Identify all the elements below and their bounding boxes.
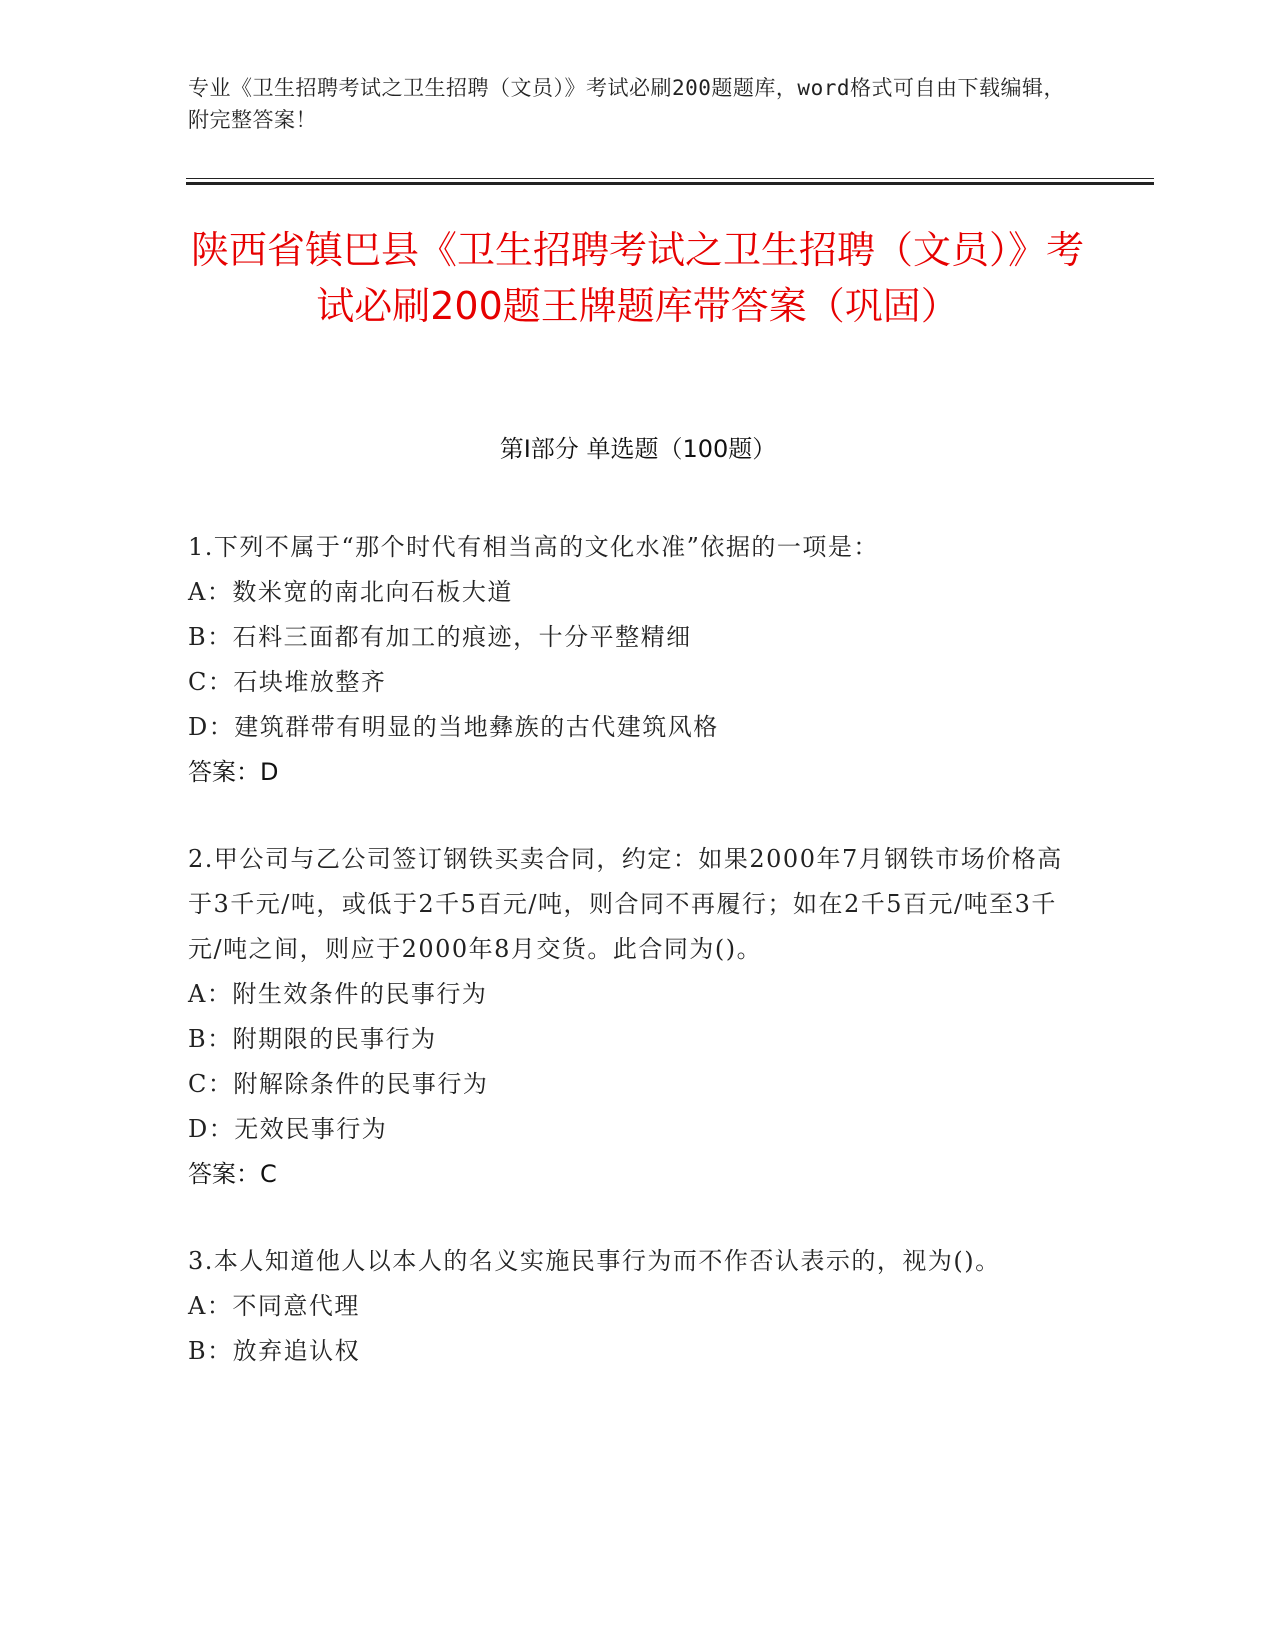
option-b: B：附期限的民事行为 [188,1025,437,1053]
question-list [188,525,1068,1416]
question-text: 3.本人知道他人以本人的名义实施民事行为而不作否认表示的，视为()。 [188,1247,1001,1275]
option-d: D：无效民事行为 [188,1115,388,1143]
answer: 答案：C [188,1160,277,1188]
question-text: 1.下列不属于“那个时代有相当高的文化水准”依据的一项是： [188,533,879,561]
option-b: B：放弃追认权 [188,1337,361,1365]
document-title: 陕西省镇巴县《卫生招聘考试之卫生招聘（文员）》考试必刷200题王牌题库带答案（巩固） [190,228,1084,328]
header-note: 专业《卫生招聘考试之卫生招聘（文员）》考试必刷200题题库，word格式可自由下载编辑，附完整答案！ [188,76,1065,132]
header-divider-thick [186,182,1154,185]
question-1 [188,525,1068,795]
question-2 [188,837,1068,1197]
header-divider-thin [186,178,1154,179]
option-a: A：数米宽的南北向石板大道 [188,578,513,606]
question-text: 2.甲公司与乙公司签订钢铁买卖合同，约定：如果2000年7月钢铁市场价格高于3千元/吨，或低于2千5百元/吨，则合同不再履行；如在2千5百元/吨至3千元/吨之间，则应于2000年8月交货。此合同为()。 [188,845,1063,963]
option-c: C：石块堆放整齐 [188,668,387,696]
answer: 答案：D [188,758,279,786]
option-a: A：附生效条件的民事行为 [188,980,488,1008]
option-b: B：石料三面都有加工的痕迹，十分平整精细 [188,623,692,651]
question-3 [188,1239,1068,1374]
option-a: A：不同意代理 [188,1292,360,1320]
section-title: 第Ⅰ部分 单选题（100题） [499,435,777,463]
option-c: C：附解除条件的民事行为 [188,1070,489,1098]
option-d: D：建筑群带有明显的当地彝族的古代建筑风格 [188,713,719,741]
